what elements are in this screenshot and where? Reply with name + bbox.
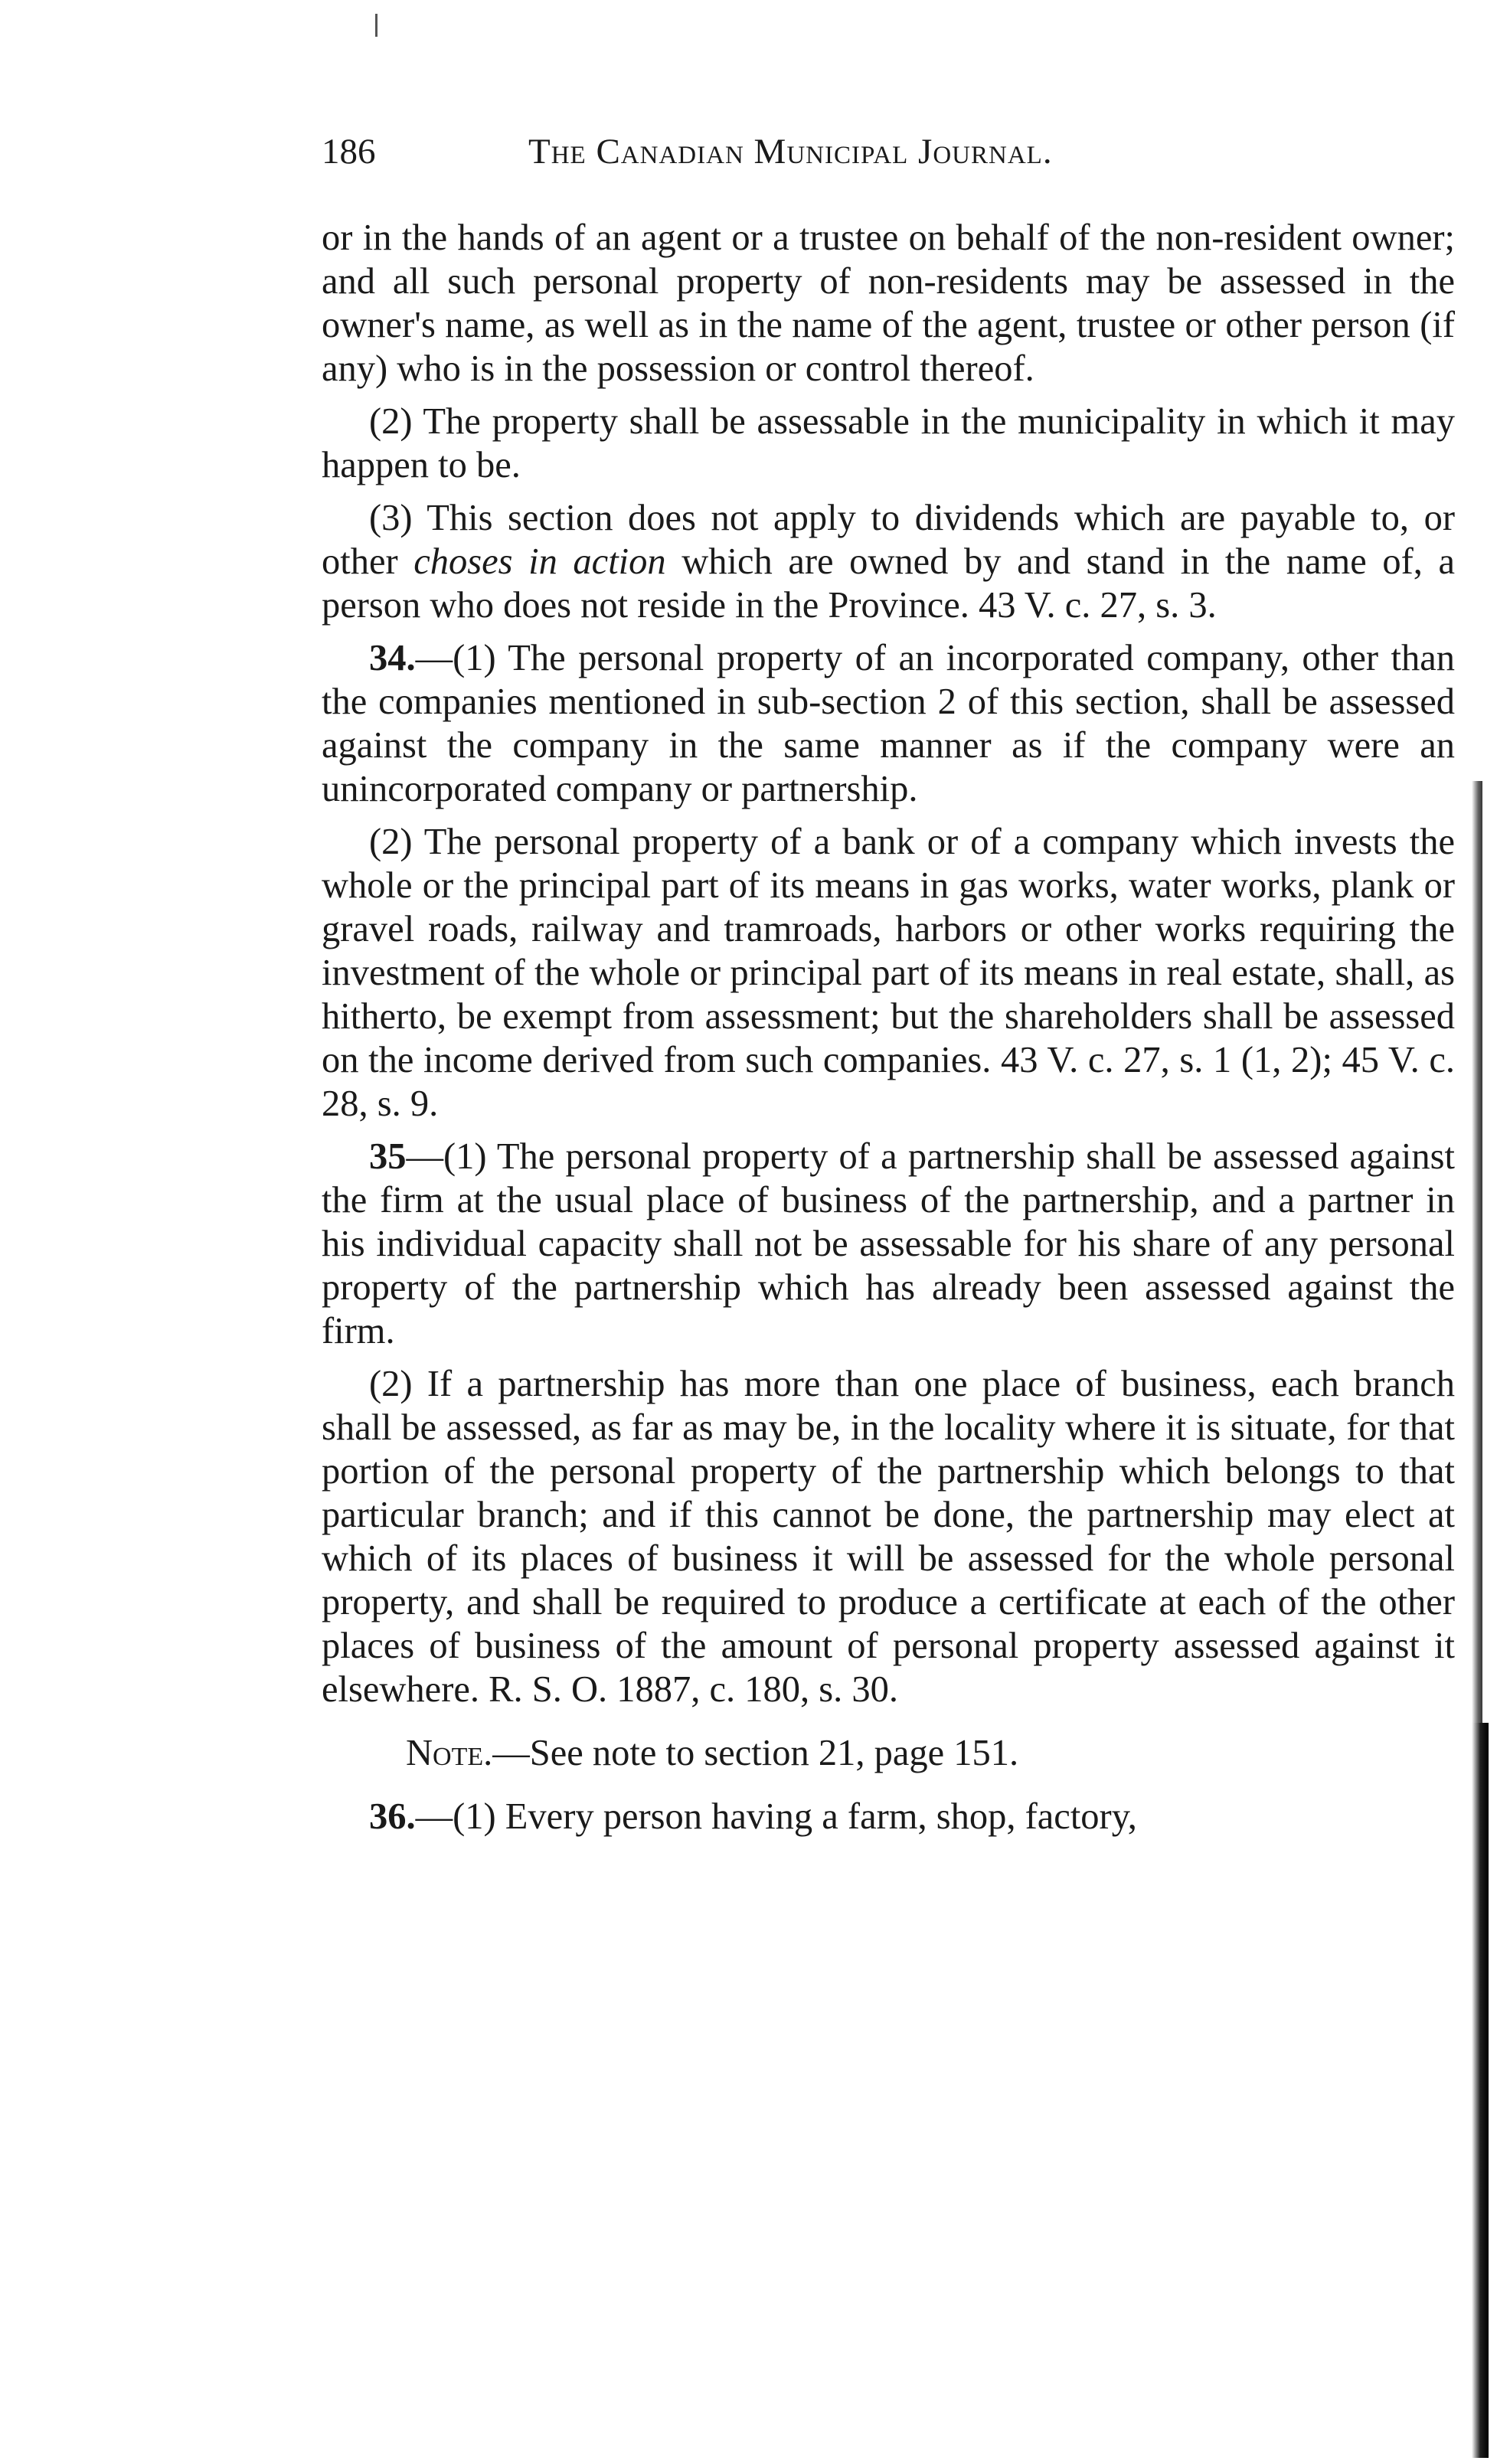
paragraph-subsection-3	[322, 496, 1455, 627]
page-edge-mark	[375, 14, 378, 37]
section-34-number: 34.	[369, 638, 416, 678]
page-number: 186	[322, 132, 376, 172]
section-35-number: 35	[369, 1136, 407, 1177]
section-35-subsection-1	[322, 1135, 1455, 1353]
note-paragraph	[322, 1731, 1455, 1775]
paragraph-subsection-2: (2) The property shall be assessable in the municipality in which it may happen to be.	[322, 401, 1455, 485]
subsection-3-text-a: (3) This section does not apply to dividends which are payable to, or other	[322, 498, 1455, 582]
binding-shadow-lower	[1472, 1723, 1489, 2458]
page-body	[322, 216, 1455, 1848]
section-34-subsection-1	[322, 636, 1455, 811]
section-36-subsection-1	[322, 1795, 1455, 1838]
section-36-number: 36.	[369, 1796, 416, 1837]
page-header	[322, 129, 1302, 175]
section-34-text: —(1) The personal property of an incorporated company, other than the companies mentioned in sub-section 2 of this section, shall be assessed against the company in the same manner as if the company were an unincorporated company or partnership.	[322, 638, 1455, 809]
paragraph-continuation: or in the hands of an agent or a trustee on behalf of the non-resident owner; and all such personal property of non-residents may be assessed in the owner's name, as well as in the name of the agent, trustee or other person (if any) who is in the possession or control thereof.	[322, 217, 1455, 389]
section-35-subsection-2: (2) If a partnership has more than one place of business, each branch shall be assessed, as far as may be, in the locality where it is situate, for that portion of the personal property of the partnership which belongs to that particular branch; and if this cannot be done, the partnership may elect at which of its places of business it will be assessed for the whole personal property, and shall be required to produce a certificate at each of the other places of business of the amount of personal property assessed against it elsewhere. R. S. O. 1887, c. 180, s. 30.	[322, 1364, 1455, 1710]
journal-title: The Canadian Municipal Journal.	[528, 132, 1053, 172]
note-text: —See note to section 21, page 151.	[492, 1733, 1019, 1773]
section-34-subsection-2: (2) The personal property of a bank or of a company which invests the whole or the principal part of its means in gas works, water works, plank or gravel roads, railway and tramroads, harbors or other works requiring the investment of the whole or principal part of its means in real estate, shall, as hitherto, be exempt from assessment; but the shareholders shall be assessed on the income derived from such companies. 43 V. c. 27, s. 1 (1, 2); 45 V. c. 28, s. 9.	[322, 822, 1455, 1124]
section-36-text: —(1) Every person having a farm, shop, factory,	[415, 1796, 1137, 1837]
subsection-3-italic: choses in action	[413, 541, 666, 582]
section-35-text: —(1) The personal property of a partnership shall be assessed against the firm at the usual place of business of the partnership, and a partner in his individual capacity shall not be assessable for his share of any personal property of the partnership which has already been assessed against the firm.	[322, 1136, 1455, 1351]
note-label: Note.	[406, 1733, 493, 1773]
subsection-3-text-b: which are owned by and stand in the name of, a person who does not reside in the Province. 43 V. c. 27, s. 3.	[322, 541, 1455, 626]
